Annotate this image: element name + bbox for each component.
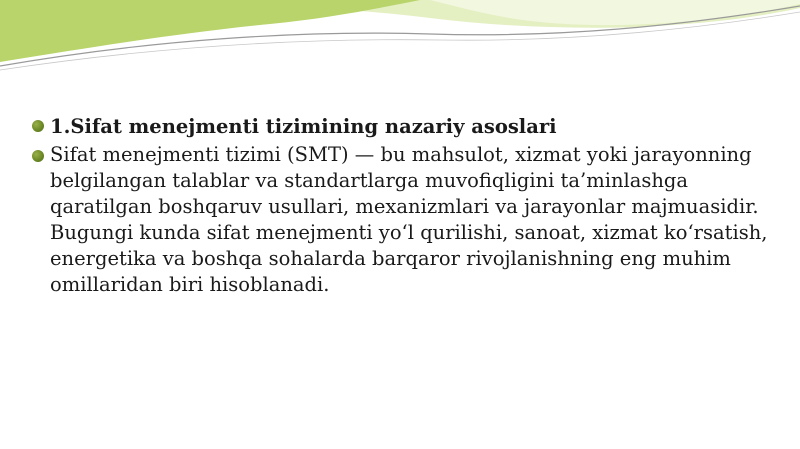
bullet-dot-icon	[32, 150, 44, 162]
heading-text: 1.Sifat menejmenti tizimining nazariy asoslari	[50, 115, 557, 138]
header-wave-decoration	[0, 0, 800, 90]
paragraph-text: Sifat menejmenti tizimi (SMT) — bu mahsulot, xizmat yoki jarayonning belgilangan talablar va standartlarga muvofiqligini ta’minlashga qaratilgan boshqaruv usullari, mexanizmlari va jarayonlar majmuasidir. Bugungi kunda sifat menejmenti yo‘l qurilishi, sanoat, xizmat ko‘rsatish, energetika va boshqa sohalarda barqaror rivojlanishning eng muhim omillaridan biri hisoblanadi.	[50, 143, 768, 296]
bullet-dot-icon	[32, 120, 44, 132]
slide-content	[32, 114, 772, 298]
wave-band-main	[0, 0, 420, 62]
bullet-paragraph	[32, 142, 772, 298]
bullet-heading	[32, 114, 772, 140]
